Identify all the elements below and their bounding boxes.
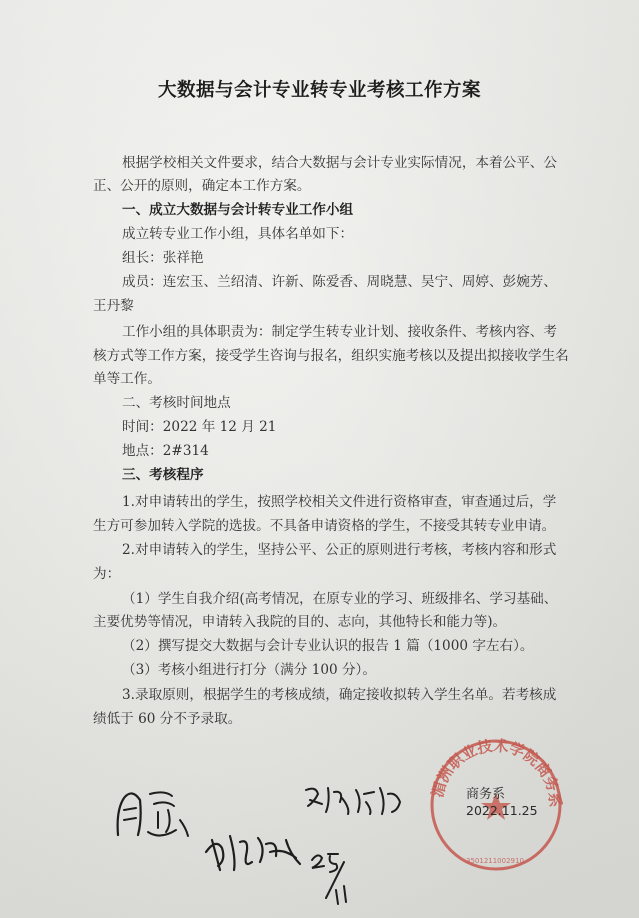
procedure-2-line-2: 为： (93, 566, 121, 582)
group-members-line-2: 王丹黎 (93, 298, 134, 314)
procedure-2-line-1: 2.对申请转入的学生，坚持公平、公正的原则进行考核，考核内容和形式 (122, 542, 557, 558)
procedure-2-sub-3: （3）考核小组进行打分（满分 100 分）。 (122, 662, 376, 678)
group-members-line-1: 成员：连宏玉、兰绍清、许新、陈爱香、周晓慧、吴宁、周婷、彭婉芳、 (122, 274, 557, 290)
duty-line-1: 工作小组的具体职责为：制定学生转专业计划、接收条件、考核内容、考 (122, 324, 557, 340)
document-title: 大数据与会计专业转专业考核工作方案 (157, 80, 481, 101)
svg-text:3501211002910: 3501211002910 (466, 857, 524, 865)
exam-place: 地点：2#314 (122, 443, 209, 459)
signature-approver-icon (200, 818, 310, 878)
group-leader: 组长：张祥艳 (122, 250, 204, 266)
procedure-1-line-2: 生方可参加转入学院的选拔。不具备申请资格的学生，不接受其转专业申请。 (93, 518, 556, 534)
paragraph-intro-line-1: 根据学校相关文件要求，结合大数据与会计专业实际情况，本着公平、公 (122, 155, 557, 171)
section-heading-3: 三、考核程序 (122, 467, 204, 483)
procedure-3-line-2: 绩低于 60 分不予录取。 (93, 711, 242, 727)
signature-signer-icon (300, 780, 410, 820)
section-heading-1: 一、成立大数据与会计转专业工作小组 (122, 202, 354, 218)
stamp-date: 2022.11.25 (466, 803, 538, 818)
group-list-intro: 成立转专业工作小组，具体名单如下： (122, 226, 354, 242)
signature-approval-icon (110, 780, 200, 845)
stamp-dept-label: 商务系 (466, 787, 506, 802)
svg-text:湄洲职业技术学院商务系: 湄洲职业技术学院商务系 (428, 736, 565, 808)
procedure-2-sub-1-line-1: （1）学生自我介绍(高考情况，在原专业的学习、班级排名、学习基础、 (122, 591, 558, 607)
section-heading-2: 二、考核时间地点 (122, 395, 231, 411)
duty-line-3: 单等工作。 (93, 371, 161, 387)
procedure-1-line-1: 1.对申请转出的学生，按照学校相关文件进行资格审查，审查通过后，学 (122, 494, 557, 510)
procedure-2-sub-2: （2）撰写提交大数据与会计专业认识的报告 1 篇（1000 字左右）。 (122, 638, 534, 654)
procedure-3-line-1: 3.录取原则，根据学生的考核成绩，确定接收拟转入学生名单。若考核成 (122, 687, 557, 703)
signature-date-icon (308, 848, 358, 908)
paragraph-intro-line-2: 正、公开的原则，确定本工作方案。 (93, 178, 311, 194)
duty-line-2: 核方式等工作方案，接受学生咨询与报名，组织实施考核以及提出拟接收学生名 (93, 348, 569, 364)
exam-time: 时间：2022 年 12 月 21 (122, 419, 277, 435)
procedure-2-sub-1-line-2: 主要优势等情况，申请转入我院的目的、志向，其他特长和能力等)。 (93, 614, 507, 630)
